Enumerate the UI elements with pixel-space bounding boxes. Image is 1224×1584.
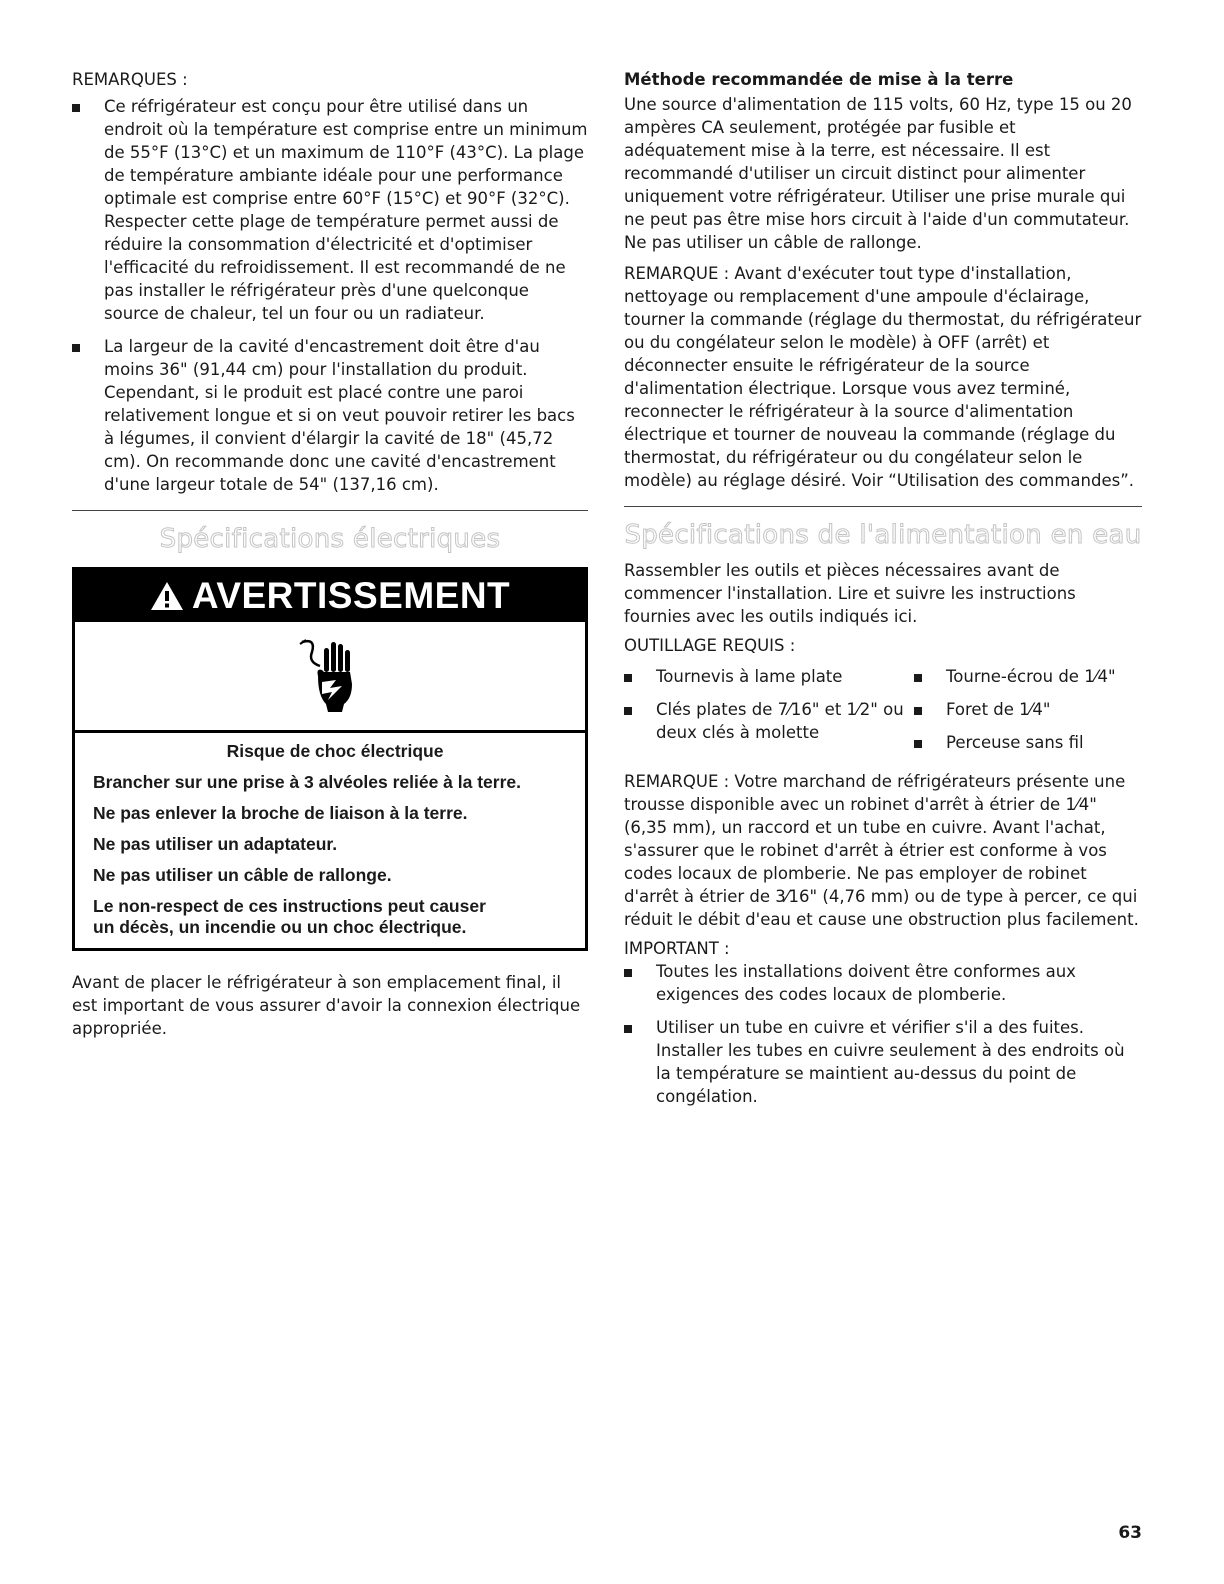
warning-line: Ne pas utiliser un adaptateur. xyxy=(93,834,338,854)
section-divider xyxy=(72,510,588,511)
important-list xyxy=(624,960,1142,1108)
warning-header xyxy=(75,570,585,622)
closing-paragraph: Avant de placer le réfrigérateur à son emplacement final, il est important de vous assurer d'avoir la connexion électrique appropriée. xyxy=(72,973,581,1038)
list-item: Ce réfrigérateur est conçu pour être utilisé dans un endroit où la température est comprise entre un minimum de 55°F (13°C) et un maximum de 110°F (43°C). La plage de température ambiante idéale pour une performance optimale est comprise entre 60°F (15°C) et 90°F (32°C). Respecter cette plage de température permet aussi de réduire la consommation d'électricité et d'optimiser l'efficacité du refroidissement. Il est recommandé de ne pas installer le réfrigérateur près d'une quelconque source de chaleur, tel un four ou un radiateur. xyxy=(72,95,588,325)
section-divider xyxy=(624,506,1142,507)
list-item: Foret de 1⁄4" xyxy=(914,698,1142,721)
list-item: Perceuse sans fil xyxy=(914,731,1142,754)
tools-label: OUTILLAGE REQUIS : xyxy=(624,636,796,655)
list-item: Utiliser un tube en cuivre et vérifier s'il a des fuites. Installer les tubes en cuivre seulement à des endroits où la température se maintient au-dessus du point de congélation. xyxy=(624,1016,1142,1108)
list-item: Tourne-écrou de 1⁄4" xyxy=(914,665,1142,688)
list-item: La largeur de la cavité d'encastrement doit être d'au moins 36" (91,44 cm) pour l'installation du produit. Cependant, si le produit est placé contre une paroi relativement longue et si on veut pouvoir retirer les bacs à légumes, il convient d'élargir la cavité de 18" (45,72 cm). On recommande donc une cavité d'encastrement d'une largeur totale de 54" (137,16 cm). xyxy=(72,335,588,496)
page-number: 63 xyxy=(1118,1523,1142,1543)
warning-body xyxy=(75,733,585,948)
notes-label: REMARQUES : xyxy=(72,70,188,89)
important-label: IMPORTANT : xyxy=(624,939,730,958)
grounding-text: Une source d'alimentation de 115 volts, 60 Hz, type 15 ou 20 ampères CA seulement, protégée par fusible et adéquatement mise à la terre, est nécessaire. Il est recommandé d'utiliser un circuit distinct pour alimenter uniquement votre réfrigérateur. Utiliser une prise murale qui ne peut pas être mise hors circuit à l'aide d'un commutateur. Ne pas utiliser un câble de rallonge. xyxy=(624,95,1132,252)
grounding-note: REMARQUE : Avant d'exécuter tout type d'installation, nettoyage ou remplacement d'une ampoule d'éclairage, tourner la commande (réglage du thermostat, du réfrigérateur ou du congélateur selon le modèle) à OFF (arrêt) et déconnecter ensuite le réfrigérateur de la source d'alimentation électrique. Lorsque vous avez terminé, reconnecter le réfrigérateur à la source d'alimentation électrique et tourner de nouveau la commande (réglage du thermostat, du réfrigérateur ou du congélateur selon le modèle) au réglage désiré. Voir “Utilisation des commandes”. xyxy=(624,264,1142,490)
warning-triangle-icon xyxy=(150,581,184,611)
list-item: Toutes les installations doivent être conformes aux exigences des codes locaux de plomberie. xyxy=(624,960,1142,1006)
warning-line: Ne pas utiliser un câble de rallonge. xyxy=(93,865,392,885)
tools-list-left xyxy=(624,665,914,764)
warning-line: Brancher sur une prise à 3 alvéoles reliée à la terre. xyxy=(93,772,522,792)
warning-icon-area xyxy=(75,622,585,733)
warning-line: Ne pas enlever la broche de liaison à la terre. xyxy=(93,803,468,823)
section-title-water: Spécifications de l'alimentation en eau xyxy=(624,520,1142,550)
notes-list xyxy=(72,95,588,496)
list-item: Clés plates de 7⁄16" et 1⁄2" ou deux clés à molette xyxy=(624,698,914,744)
warning-box xyxy=(72,567,588,951)
list-item: Tournevis à lame plate xyxy=(624,665,914,688)
kit-note: REMARQUE : Votre marchand de réfrigérateurs présente une trousse disponible avec un robinet d'arrêt à étrier de 1⁄4" (6,35 mm), un raccord et un tube en cuivre. Avant l'achat, s'assurer que le robinet d'arrêt à étrier est conforme à vos codes locaux de plomberie. Ne pas employer de robinet d'arrêt à étrier de 3⁄16" (4,76 mm) ou de type à percer, ce qui réduit le débit d'eau et cause une obstruction plus facilement. xyxy=(624,772,1139,929)
tools-lists xyxy=(624,665,1142,764)
warning-risk: Risque de choc électrique xyxy=(226,741,444,761)
warning-consequence: Le non-respect de ces instructions peut causer xyxy=(93,896,486,916)
section-title-electrical: Spécifications électriques xyxy=(159,524,501,554)
tools-list-right xyxy=(914,665,1142,764)
warning-header-text: AVERTISSEMENT xyxy=(191,575,511,616)
right-column xyxy=(624,68,1142,1118)
grounding-title: Méthode recommandée de mise à la terre xyxy=(624,70,1014,89)
water-intro: Rassembler les outils et pièces nécessaires avant de commencer l'installation. Lire et suivre les instructions fournies avec les outils indiqués ici. xyxy=(624,561,1076,626)
left-column xyxy=(72,68,588,1040)
electric-shock-hand-icon xyxy=(298,636,362,716)
warning-consequence: un décès, un incendie ou un choc électrique. xyxy=(93,917,467,937)
